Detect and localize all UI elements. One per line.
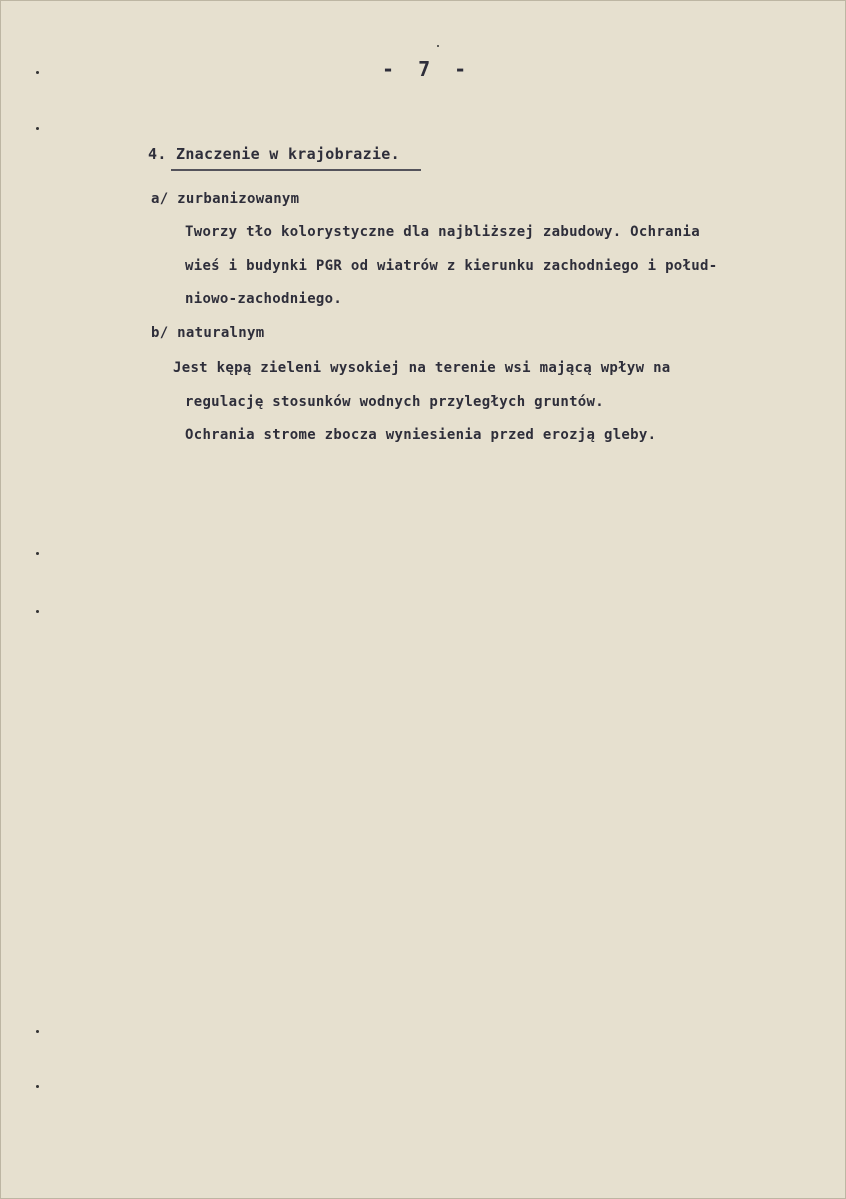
subsection-b-line-1: Jest kępą zieleni wysokiej na terenie wsi mającą wpływ na [173,360,671,376]
heading-underline [171,169,421,171]
margin-speck [36,610,39,613]
margin-speck [36,552,39,555]
margin-speck [437,45,439,47]
page-number: - 7 - [382,57,473,81]
subsection-b-label: b/ naturalnym [151,325,265,341]
subsection-a-label: a/ zurbanizowanym [151,191,300,207]
subsection-b-line-3: Ochrania strome zbocza wyniesienia przed erozją gleby. [185,427,657,443]
subsection-a-line-3: niowo-zachodniego. [185,291,343,307]
margin-speck [36,1085,39,1088]
subsection-a-line-2: wieś i budynki PGR od wiatrów z kierunku zachodniego i połud- [185,258,718,274]
subsection-a-line-1: Tworzy tło kolorystyczne dla najbliższej zabudowy. Ochrania [185,224,700,240]
margin-speck [36,1030,39,1033]
section-heading: 4. Znaczenie w krajobrazie. [148,145,400,163]
margin-speck [36,127,39,130]
subsection-b-line-2: regulację stosunków wodnych przyległych gruntów. [185,394,604,410]
margin-speck [36,71,39,74]
